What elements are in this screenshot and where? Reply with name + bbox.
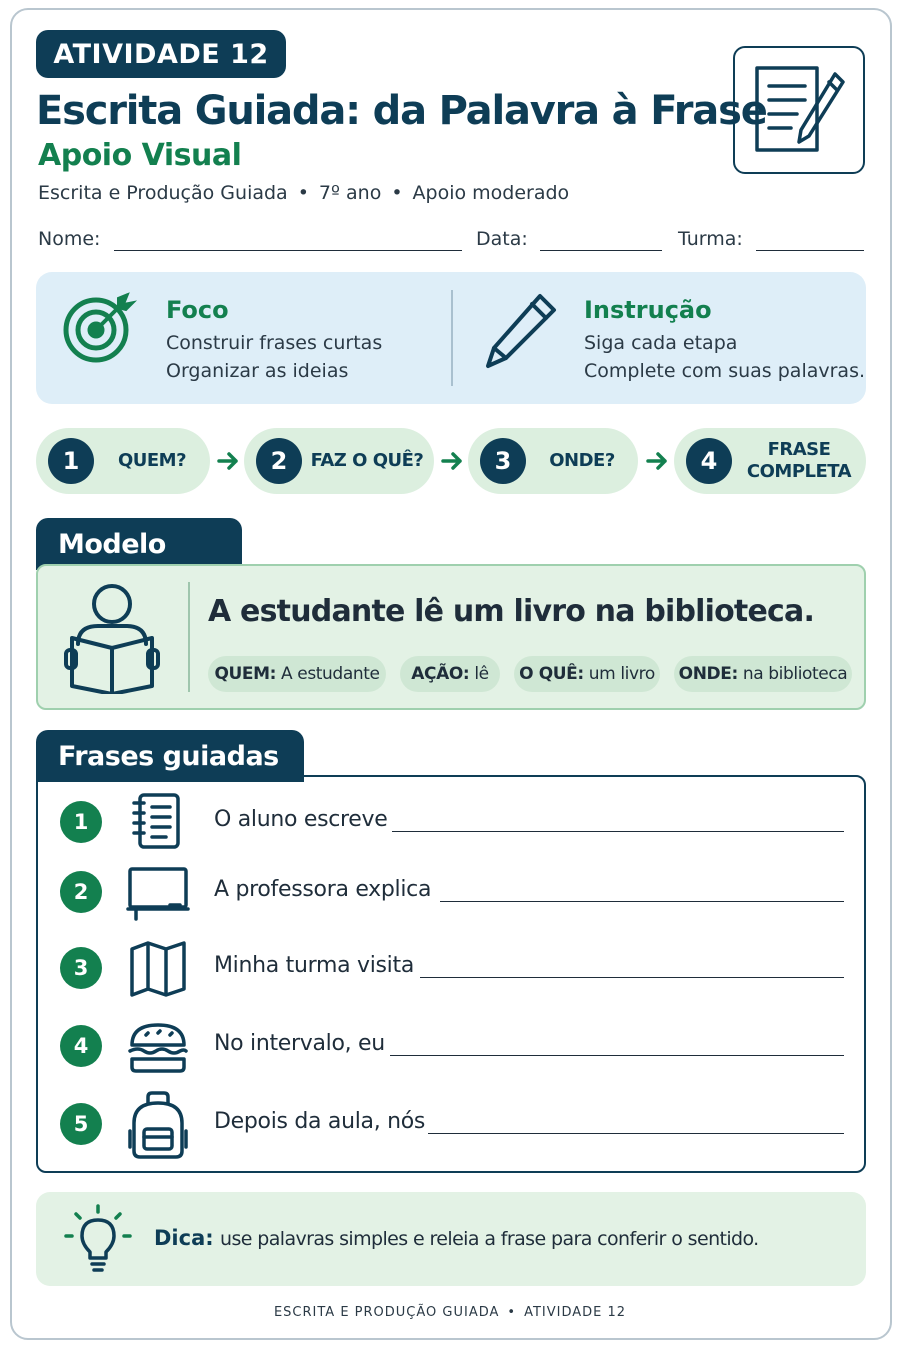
guided-sentence: No intervalo, eu [214, 1031, 385, 1056]
tip-label: Dica: [154, 1226, 214, 1250]
row-number: 4 [60, 1025, 102, 1067]
info-divider [451, 290, 453, 386]
instruction-line-1: Siga cada etapa [584, 332, 738, 354]
focus-line-2: Organizar as ideias [166, 360, 349, 382]
instruction-title: Instrução [584, 296, 712, 324]
info-panel [36, 272, 866, 404]
row-number: 5 [60, 1103, 102, 1145]
chip-value: lê [474, 664, 489, 684]
chip-action [400, 656, 500, 692]
model-sentence: A estudante lê um livro na biblioteca. [208, 594, 815, 629]
step-does-what [244, 428, 434, 494]
tip-box [36, 1192, 866, 1286]
reader-icon [62, 582, 162, 694]
step-label: QUEM? [117, 450, 187, 471]
target-icon [62, 290, 138, 366]
page-title: Escrita Guiada: da Palavra à Frase [36, 88, 767, 134]
meta-separator: • [391, 182, 403, 204]
map-icon [126, 939, 190, 999]
step-label-line-2: COMPLETA [746, 461, 852, 482]
answer-line[interactable] [428, 1133, 844, 1134]
date-field[interactable] [540, 250, 662, 251]
row-number: 2 [60, 871, 102, 913]
class-label: Turma: [678, 228, 743, 250]
guided-section-title: Frases guiadas [36, 730, 304, 782]
footer-subject: ESCRITA E PRODUÇÃO GUIADA [273, 1305, 500, 1320]
name-field[interactable] [114, 250, 462, 251]
lightbulb-icon [62, 1204, 134, 1276]
page-subtitle: Apoio Visual [38, 138, 242, 173]
chip-where [674, 656, 852, 692]
step-where [468, 428, 638, 494]
model-divider [188, 582, 190, 692]
meta-separator: • [297, 182, 309, 204]
model-box [36, 564, 866, 710]
answer-line[interactable] [440, 901, 844, 902]
step-number: 4 [686, 438, 732, 484]
step-label: FAZ O QUÊ? [310, 450, 424, 471]
chip-key: AÇÃO: [411, 664, 470, 684]
row-number: 1 [60, 801, 102, 843]
tip-text: use palavras simples e releia a frase para conferir o sentido. [220, 1228, 759, 1250]
chip-value: A estudante [281, 664, 380, 684]
arrow-right-icon [645, 446, 671, 476]
step-number: 3 [480, 438, 526, 484]
student-fields [38, 226, 864, 256]
pencil-icon [484, 292, 560, 372]
chip-what [514, 656, 660, 692]
document-pencil-icon [733, 46, 865, 174]
meta-line [38, 182, 569, 204]
meta-support: Apoio moderado [412, 182, 570, 204]
sandwich-icon [126, 1017, 190, 1077]
guided-sentence: A professora explica [214, 877, 432, 902]
chip-who [208, 656, 386, 692]
answer-line[interactable] [392, 831, 844, 832]
name-label: Nome: [38, 228, 101, 250]
chip-key: QUEM: [214, 664, 277, 684]
activity-badge: ATIVIDADE 12 [36, 30, 286, 78]
footer [0, 1305, 900, 1320]
step-complete-sentence [674, 428, 866, 494]
instruction-line-2: Complete com suas palavras. [584, 360, 866, 382]
class-field[interactable] [756, 250, 864, 251]
meta-subject: Escrita e Produção Guiada [38, 182, 288, 204]
step-label-line-1: FRASE [767, 439, 831, 460]
step-number: 1 [48, 438, 94, 484]
chip-value: um livro [588, 664, 655, 684]
meta-grade: 7º ano [318, 182, 382, 204]
guided-sentence: Depois da aula, nós [214, 1109, 426, 1134]
guided-box [36, 775, 866, 1173]
focus-line-1: Construir frases curtas [166, 332, 383, 354]
model-section-title: Modelo [36, 518, 242, 570]
step-label [740, 428, 858, 494]
step-who [36, 428, 210, 494]
arrow-right-icon [216, 446, 242, 476]
date-label: Data: [476, 228, 528, 250]
answer-line[interactable] [420, 977, 844, 978]
guided-sentence: O aluno escreve [214, 807, 388, 832]
answer-line[interactable] [390, 1055, 844, 1056]
step-label: ONDE? [549, 450, 615, 471]
backpack-icon [126, 1089, 190, 1161]
chip-value: na biblioteca [742, 664, 848, 684]
step-number: 2 [256, 438, 302, 484]
whiteboard-icon [126, 863, 190, 923]
arrow-right-icon [440, 446, 466, 476]
notebook-icon [126, 791, 190, 851]
chip-key: ONDE: [678, 664, 738, 684]
chip-key: O QUÊ: [519, 664, 584, 684]
row-number: 3 [60, 947, 102, 989]
footer-separator: • [507, 1305, 517, 1320]
guided-sentence: Minha turma visita [214, 953, 415, 978]
footer-activity: ATIVIDADE 12 [524, 1305, 627, 1320]
focus-title: Foco [166, 296, 229, 324]
